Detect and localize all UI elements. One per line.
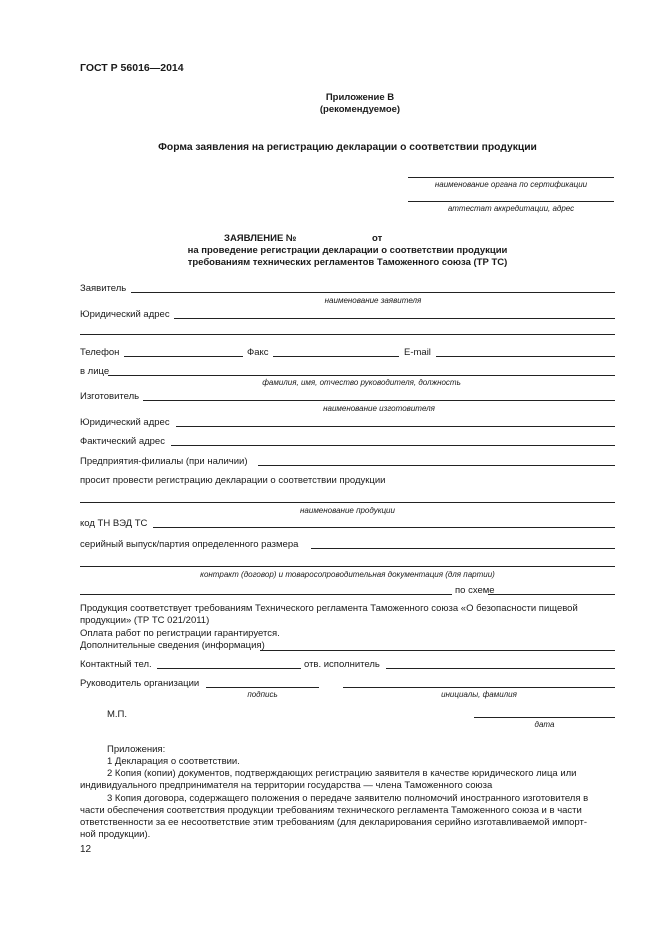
recipient-caption: наименование органа по сертификации: [434, 180, 588, 189]
head-label: Руководитель организации: [80, 678, 200, 689]
stamp-label: М.П.: [107, 709, 128, 720]
tn-ved-label: код ТН ВЭД ТС: [80, 518, 148, 529]
conformity-line2: продукции» (ТР ТС 021/2011): [80, 615, 210, 626]
page-number: 12: [80, 844, 92, 855]
fax-label: Факс: [247, 347, 269, 358]
legal-address-label: Юридический адрес: [80, 309, 170, 320]
legal-address-input-line[interactable]: [174, 318, 615, 319]
attestat-line: [408, 201, 614, 202]
attachment-3-line4: ной продукции).: [80, 829, 151, 840]
standard-code: ГОСТ Р 56016—2014: [80, 62, 184, 74]
attachment-2-line1: 2 Копия (копии) документов, подтверждающих регистрацию заявителя в качестве юридического лица или: [107, 768, 577, 779]
manufacturer-label: Изготовитель: [80, 391, 140, 402]
additional-label: Дополнительные сведения (информация): [80, 640, 265, 651]
branches-input-line[interactable]: [258, 465, 615, 466]
product-caption: наименование продукции: [300, 506, 395, 515]
scheme-input-line[interactable]: [80, 594, 452, 595]
contract-input-line[interactable]: [80, 566, 615, 567]
signature-input-line[interactable]: [206, 687, 319, 688]
email-input-line[interactable]: [436, 356, 615, 357]
additional-input-line[interactable]: [260, 650, 615, 651]
applicant-caption: наименование заявителя: [324, 296, 422, 305]
application-date-label: от: [372, 233, 383, 244]
represented-label: в лице: [80, 366, 110, 377]
product-input-line[interactable]: [80, 502, 615, 503]
appendix-title: Приложение В: [325, 92, 395, 103]
legal-address-input-line-2[interactable]: [80, 334, 615, 335]
request-text: просит провести регистрацию декларации о соответствии продукции: [80, 475, 386, 486]
actual-address-input-line[interactable]: [171, 445, 615, 446]
applicant-input-line[interactable]: [131, 292, 615, 293]
scheme-value-line[interactable]: [488, 594, 615, 595]
date-caption: дата: [534, 720, 555, 729]
attachment-2-line2: индивидуального предпринимателя на территории государства — члена Таможенного союза: [80, 780, 493, 791]
serial-input-line[interactable]: [311, 548, 615, 549]
serial-label: серийный выпуск/партия определенного размера: [80, 539, 299, 550]
initials-input-line[interactable]: [343, 687, 615, 688]
attachment-1: 1 Декларация о соответствии.: [107, 756, 240, 767]
executor-label: отв. исполнитель: [304, 659, 380, 670]
attachment-3-line3: ответственности за ее несоответствие этим требованиям (для декларирования серийно изготавливаемой импорт-: [80, 817, 588, 828]
manufacturer-caption: наименование изготовителя: [323, 404, 435, 413]
manufacturer-input-line[interactable]: [143, 400, 615, 401]
signature-caption: подпись: [247, 690, 278, 699]
recipient-line: [408, 177, 614, 178]
payment-text: Оплата работ по регистрации гарантируется.: [80, 628, 280, 639]
application-number-label: ЗАЯВЛЕНИЕ №: [224, 233, 297, 244]
attachments-title: Приложения:: [107, 744, 166, 755]
date-input-line[interactable]: [474, 717, 615, 718]
manufacturer-legal-address-input-line[interactable]: [176, 426, 615, 427]
attachment-3-line2: части обеспечения соответствия продукции требованиям технического регламента Таможенного союза и в части: [80, 805, 582, 816]
contact-phone-input-line[interactable]: [157, 668, 301, 669]
tn-ved-input-line[interactable]: [153, 527, 615, 528]
contact-phone-label: Контактный тел.: [80, 659, 152, 670]
represented-input-line[interactable]: [108, 375, 615, 376]
scheme-label: по схеме: [455, 585, 495, 596]
phone-label: Телефон: [80, 347, 120, 358]
application-line1: на проведение регистрации декларации о соответствии продукции: [187, 245, 508, 256]
attestat-caption: аттестат аккредитации, адрес: [447, 204, 575, 213]
represented-caption: фамилия, имя, отчество руководителя, должность: [262, 378, 461, 387]
application-line2: требованиям технических регламентов Таможенного союза (ТР ТС): [187, 257, 508, 268]
applicant-label: Заявитель: [80, 283, 127, 294]
attachment-3-line1: 3 Копия договора, содержащего положения о передаче заявителю полномочий иностранного изготовителя в: [107, 793, 589, 804]
appendix-subtitle: (рекомендуемое): [319, 104, 401, 115]
phone-input-line[interactable]: [124, 356, 243, 357]
contract-caption: контракт (договор) и товаросопроводительная документация (для партии): [200, 570, 495, 579]
form-title: Форма заявления на регистрацию декларации о соответствии продукции: [158, 142, 537, 153]
initials-caption: инициалы, фамилия: [441, 690, 517, 699]
conformity-line1: Продукция соответствует требованиям Технического регламента Таможенного союза «О безопасности пищевой: [80, 603, 578, 614]
branches-label: Предприятия-филиалы (при наличии): [80, 456, 248, 467]
fax-input-line[interactable]: [273, 356, 399, 357]
actual-address-label: Фактический адрес: [80, 436, 165, 447]
executor-input-line[interactable]: [386, 668, 615, 669]
manufacturer-legal-address-label: Юридический адрес: [80, 417, 170, 428]
email-label: E-mail: [404, 347, 431, 358]
